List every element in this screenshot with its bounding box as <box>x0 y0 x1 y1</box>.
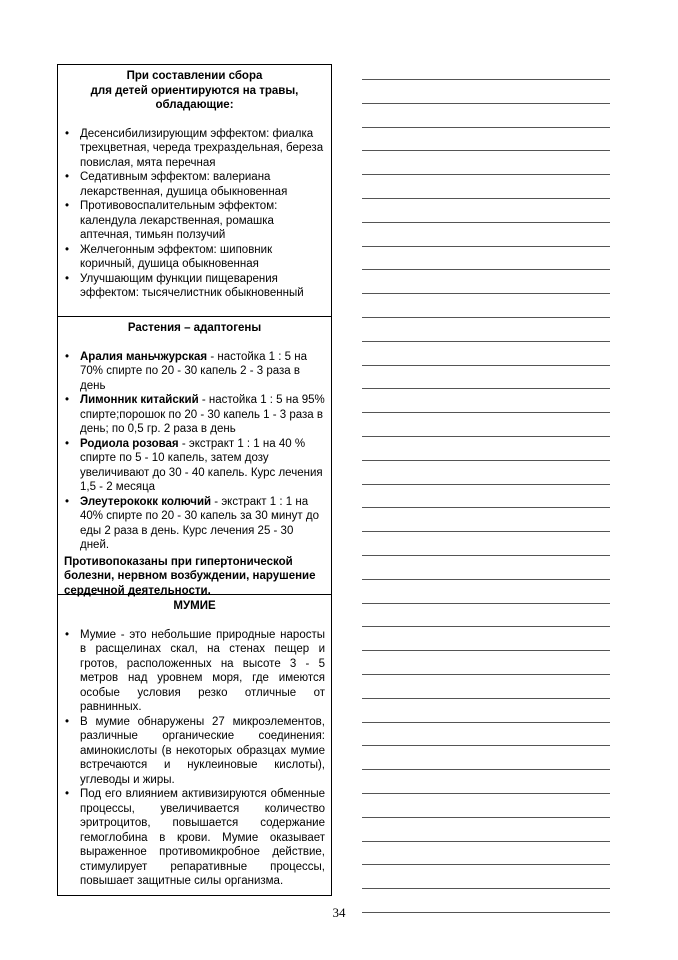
mumie-list <box>64 628 325 889</box>
note-line <box>362 222 610 223</box>
note-line <box>362 864 610 865</box>
note-line <box>362 174 610 175</box>
note-line <box>362 817 610 818</box>
list-item: • Десенсибилизирующим эффектом: фиалка трехцветная, череда трехраздельная, береза повислая, мята перечная <box>64 127 325 171</box>
plant-dosage: - экстракт 1 : 1 на 40% спирте по 20 - 30 капель за 30 минут до еды 2 раза в день. Курс лечения 25 - 30 дней. <box>80 495 319 551</box>
plant-dosage: - настойка 1 : 5 на 95% спирте;порошок по 20 - 30 капель 1 - 3 раза в день; по 0,5 гр. 2 раза в день <box>80 394 325 435</box>
section-adaptogens <box>58 317 331 595</box>
section-title: МУМИЕ <box>173 600 216 612</box>
note-line <box>362 674 610 675</box>
note-line <box>362 269 610 270</box>
list-item: • В мумие обнаружены 27 микроэлементов, различные органические соединения: аминокислоты (в некоторых образцах мумие встречаются и нуклеиновые кислоты), углеводы и жиры. <box>64 715 325 788</box>
section-mumie <box>58 595 331 892</box>
note-line <box>362 698 610 699</box>
note-line <box>362 412 610 413</box>
plant-name: Аралия маньчжурская <box>80 350 208 363</box>
note-line <box>362 888 610 889</box>
note-line <box>362 745 610 746</box>
list-item <box>64 350 325 394</box>
plant-name: Элеутерококк колючий <box>80 495 212 508</box>
list-item: • Противовоспалительным эффектом: календула лекарственная, ромашка аптечная, тимьян ползучий <box>64 199 325 243</box>
note-line <box>362 841 610 842</box>
list-item <box>64 437 325 495</box>
list-item: • Под его влиянием активизируются обменные процессы, увеличивается количество эритроцитов, повышается содержание гемоглобина в крови. Мумие оказывает выраженное противомикробное действие, стимулирует репаративные процессы, повышает защитные силы организма. <box>64 787 325 889</box>
note-line <box>362 579 610 580</box>
adaptogen-list <box>64 350 325 553</box>
note-line <box>362 460 610 461</box>
list-item: • Седативным эффектом: валериана лекарственная, душица обыкновенная <box>64 170 325 199</box>
note-line <box>362 793 610 794</box>
note-line <box>362 603 610 604</box>
note-line <box>362 484 610 485</box>
note-line <box>362 198 610 199</box>
plant-name: Лимонник китайский <box>80 394 199 406</box>
note-line <box>362 722 610 723</box>
section-title: Растения – адаптогены <box>127 322 262 334</box>
contraindication-note: Противопоказаны при гипертонической болезни, нервном возбуждении, нарушение сердечной деятельности. <box>64 555 316 597</box>
title-line: При составлении сбора <box>126 70 263 82</box>
note-line <box>362 769 610 770</box>
note-line <box>362 650 610 651</box>
note-line <box>362 103 610 104</box>
note-line <box>362 293 610 294</box>
note-line <box>362 317 610 318</box>
list-item <box>64 495 325 553</box>
herb-effects-list <box>64 127 325 301</box>
note-line <box>362 531 610 532</box>
title-line: для детей ориентируются на травы, <box>90 84 299 97</box>
plant-dosage: - экстракт 1 : 1 на 40 % спирте по 5 - 10 капель, затем дозу увеличивают до 30 - 40 капель. Курс лечения 1,5 - 2 месяца <box>80 437 323 493</box>
note-line <box>362 127 610 128</box>
note-line <box>362 507 610 508</box>
page-number: 34 <box>332 905 346 920</box>
note-line <box>362 150 610 151</box>
plant-dosage: - настойка 1 : 5 на 70% спирте по 20 - 30 капель 2 - 3 раза в день <box>80 350 307 392</box>
list-item: • Желчегонным эффектом: шиповник коричный, душица обыкновенная <box>64 243 325 272</box>
note-line <box>362 388 610 389</box>
title-line: обладающие: <box>155 99 234 111</box>
list-item <box>64 393 325 437</box>
note-line <box>362 246 610 247</box>
plant-name: Родиола розовая <box>80 437 179 450</box>
note-line <box>362 626 610 627</box>
list-item: • Улучшающим функции пищеварения эффектом: тысячелистник обыкновенный <box>64 272 325 301</box>
note-line <box>362 436 610 437</box>
note-line <box>362 555 610 556</box>
notes-lines <box>362 79 610 936</box>
list-item: • Мумие - это небольшие природные наросты в расщелинах скал, на стенах пещер и гротов, расположенных на высоте 3 - 5 метров над уровнем моря, где имеются особые условия резко отличные от равнинных. <box>64 628 325 715</box>
section-children-herbs <box>58 65 331 317</box>
note-line <box>362 341 610 342</box>
section-title <box>64 69 325 113</box>
note-line <box>362 365 610 366</box>
content-box <box>57 64 332 896</box>
note-line <box>362 79 610 80</box>
